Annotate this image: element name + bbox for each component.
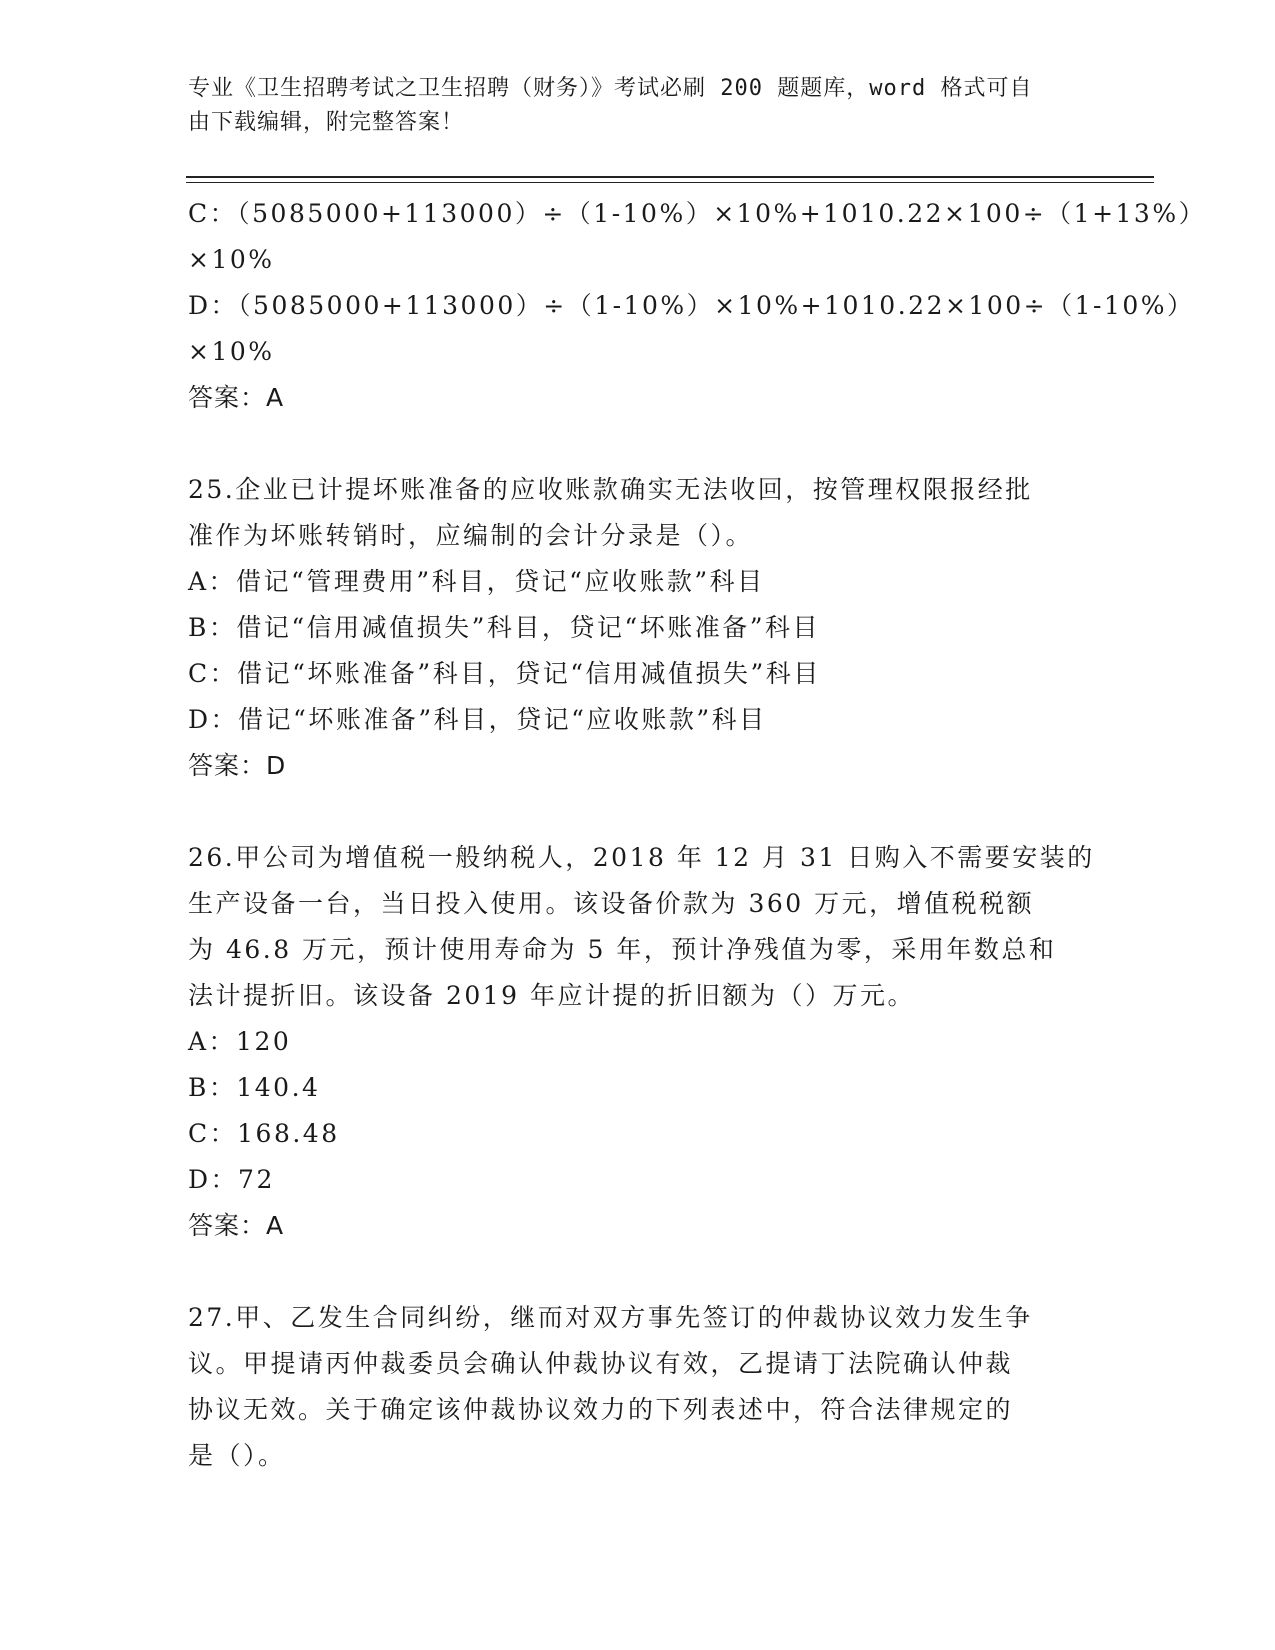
q24-answer: 答案：A: [188, 383, 285, 412]
q26-answer: 答案：A: [188, 1211, 285, 1240]
q24-option-c-line-1: C：（5085000+113000）÷（1-10%）×10%+1010.22×100÷（1+13%）: [188, 199, 1207, 228]
q27-stem-line-2: 议。甲提请丙仲裁委员会确认仲裁协议有效，乙提请丁法院确认仲裁: [188, 1349, 1014, 1378]
q25-answer: 答案：D: [188, 751, 287, 780]
spacer: [188, 1249, 1088, 1295]
q26-option-b: B：140.4: [188, 1073, 321, 1102]
q26-stem-line-2: 生产设备一台，当日投入使用。该设备价款为 360 万元，增值税税额: [188, 889, 1035, 918]
q27-stem-line-3: 协议无效。关于确定该仲裁协议效力的下列表述中，符合法律规定的: [188, 1395, 1014, 1424]
q26-option-c: C：168.48: [188, 1119, 340, 1148]
spacer: [188, 789, 1088, 835]
q25-option-a: A：借记“管理费用”科目，贷记“应收账款”科目: [188, 567, 765, 596]
question-26: [188, 835, 1095, 1249]
header-line-2: 由下载编辑，附完整答案！: [188, 110, 465, 135]
q25-stem-line-1: 25.企业已计提坏账准备的应收账款确实无法收回，按管理权限报经批: [188, 475, 1033, 504]
q25-option-b: B：借记“信用减值损失”科目，贷记“坏账准备”科目: [188, 613, 820, 642]
page-header: [188, 72, 1088, 140]
q27-stem-line-4: 是（）。: [188, 1441, 286, 1470]
q26-stem-line-3: 为 46.8 万元，预计使用寿命为 5 年，预计净残值为零，采用年数总和: [188, 935, 1057, 964]
q25-option-d: D：借记“坏账准备”科目，贷记“应收账款”科目: [188, 705, 767, 734]
header-rule-thick: [186, 176, 1154, 178]
spacer: [188, 421, 1088, 467]
header-rule-thin: [186, 182, 1154, 183]
q26-option-a: A：120: [188, 1027, 292, 1056]
q25-stem-line-2: 准作为坏账转销时，应编制的会计分录是（）。: [188, 521, 754, 550]
q26-stem-line-4: 法计提折旧。该设备 2019 年应计提的折旧额为（）万元。: [188, 981, 916, 1010]
q26-option-d: D：72: [188, 1165, 275, 1194]
header-line-1: 专业《卫生招聘考试之卫生招聘（财务）》考试必刷 200 题题库，word 格式可自: [188, 76, 1033, 101]
q24-option-c-line-2: ×10%: [188, 245, 275, 274]
document-body: [188, 191, 1207, 1479]
q24-option-d-line-2: ×10%: [188, 337, 275, 366]
question-25: [188, 467, 1088, 789]
q25-option-c: C：借记“坏账准备”科目，贷记“信用减值损失”科目: [188, 659, 821, 688]
question-27: [188, 1295, 1088, 1479]
question-24-tail: [188, 191, 1207, 421]
q26-stem-line-1: 26.甲公司为增值税一般纳税人，2018 年 12 月 31 日购入不需要安装的: [188, 843, 1095, 872]
q24-option-d-line-1: D：（5085000+113000）÷（1-10%）×10%+1010.22×100÷（1-10%）: [188, 291, 1195, 320]
q27-stem-line-1: 27.甲、乙发生合同纠纷，继而对双方事先签订的仲裁协议效力发生争: [188, 1303, 1033, 1332]
